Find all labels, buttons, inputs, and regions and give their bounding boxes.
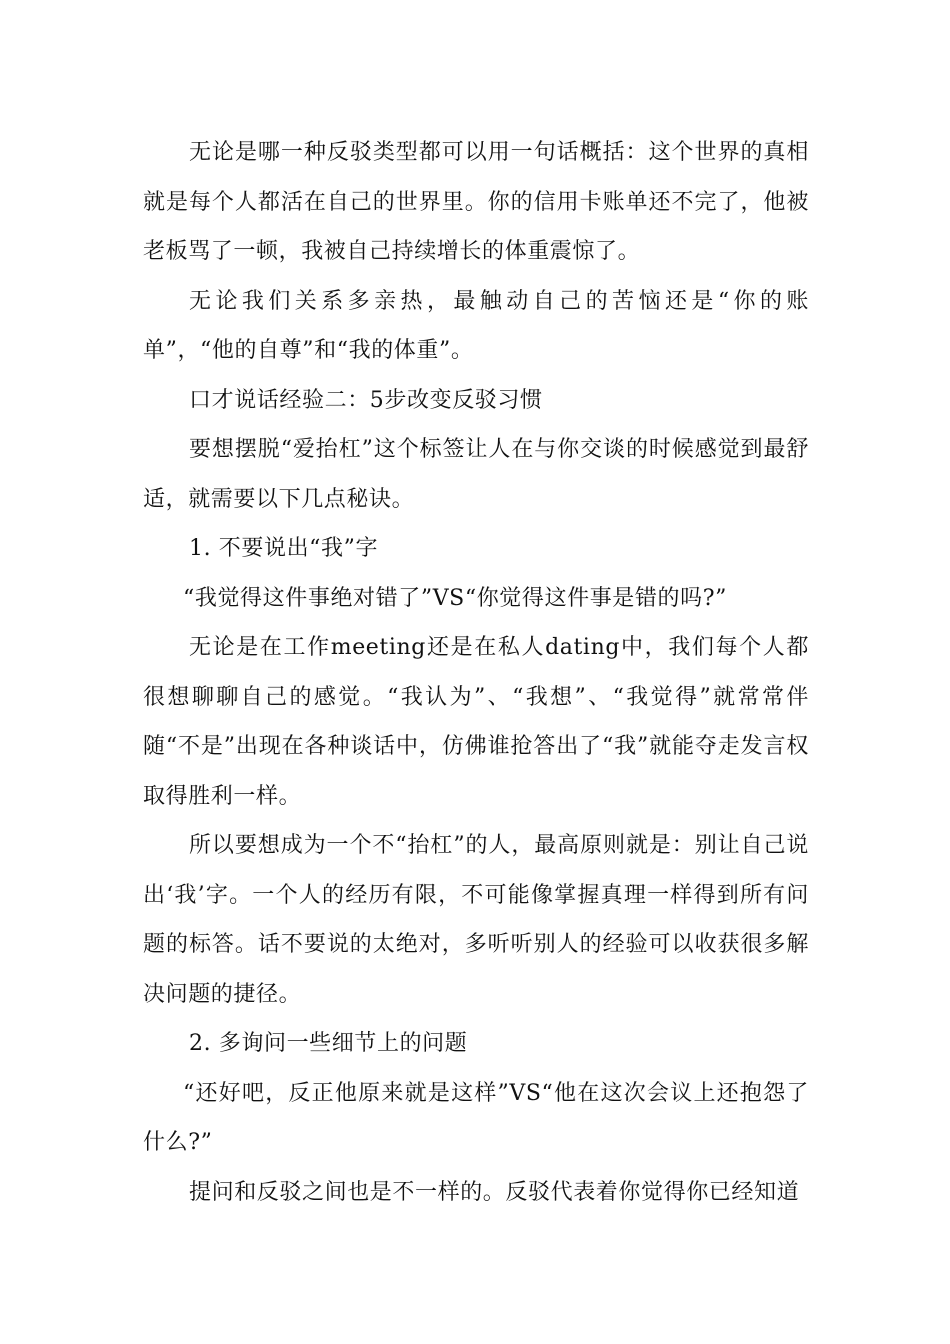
paragraph-5: 所以要想成为一个不“抬杠”的人，最高原则就是：别让自己说出‘我’字。一个人的经历有限，不可能像掌握真理一样得到所有问题的标答。话不要说的太绝对，多听听别人的经验可以收获很多解决问题的捷径。 bbox=[143, 833, 809, 1007]
section-heading-2: 口才说话经验二：5步改变反驳习惯 bbox=[189, 387, 543, 413]
example-quote-2: “还好吧，反正他原来就是这样”VS“他在这次会议上还抱怨了什么?” bbox=[143, 1080, 809, 1155]
paragraph-3: 要想摆脱“爱抬杠”这个标签让人在与你交谈的时候感觉到最舒适，就需要以下几点秘诀。 bbox=[143, 437, 809, 512]
paragraph-6: 提问和反驳之间也是不一样的。反驳代表着你觉得你已经知道 bbox=[189, 1179, 800, 1205]
paragraph-4: 无论是在工作meeting还是在私人dating中，我们每个人都很想聊聊自己的感觉。“我认为”、“我想”、“我觉得”就常常伴随“不是”出现在各种谈话中，仿佛谁抢答出了“我”就能夺走发言权取得胜利一样。 bbox=[143, 635, 809, 809]
paragraph-2: 无论我们关系多亲热，最触动自己的苦恼还是“你的账单”，“他的自尊”和“我的体重”。 bbox=[143, 288, 809, 363]
list-heading-1: 1. 不要说出“我”字 bbox=[189, 536, 379, 561]
example-quote-1: “我觉得这件事绝对错了”VS“你觉得这件事是错的吗?” bbox=[183, 585, 727, 611]
list-heading-2: 2. 多询问一些细节上的问题 bbox=[189, 1031, 468, 1056]
document-body bbox=[143, 128, 809, 1217]
paragraph-1: 无论是哪一种反驳类型都可以用一句话概括：这个世界的真相就是每个人都活在自己的世界里。你的信用卡账单还不完了，他被老板骂了一顿，我被自己持续增长的体重震惊了。 bbox=[143, 140, 809, 264]
